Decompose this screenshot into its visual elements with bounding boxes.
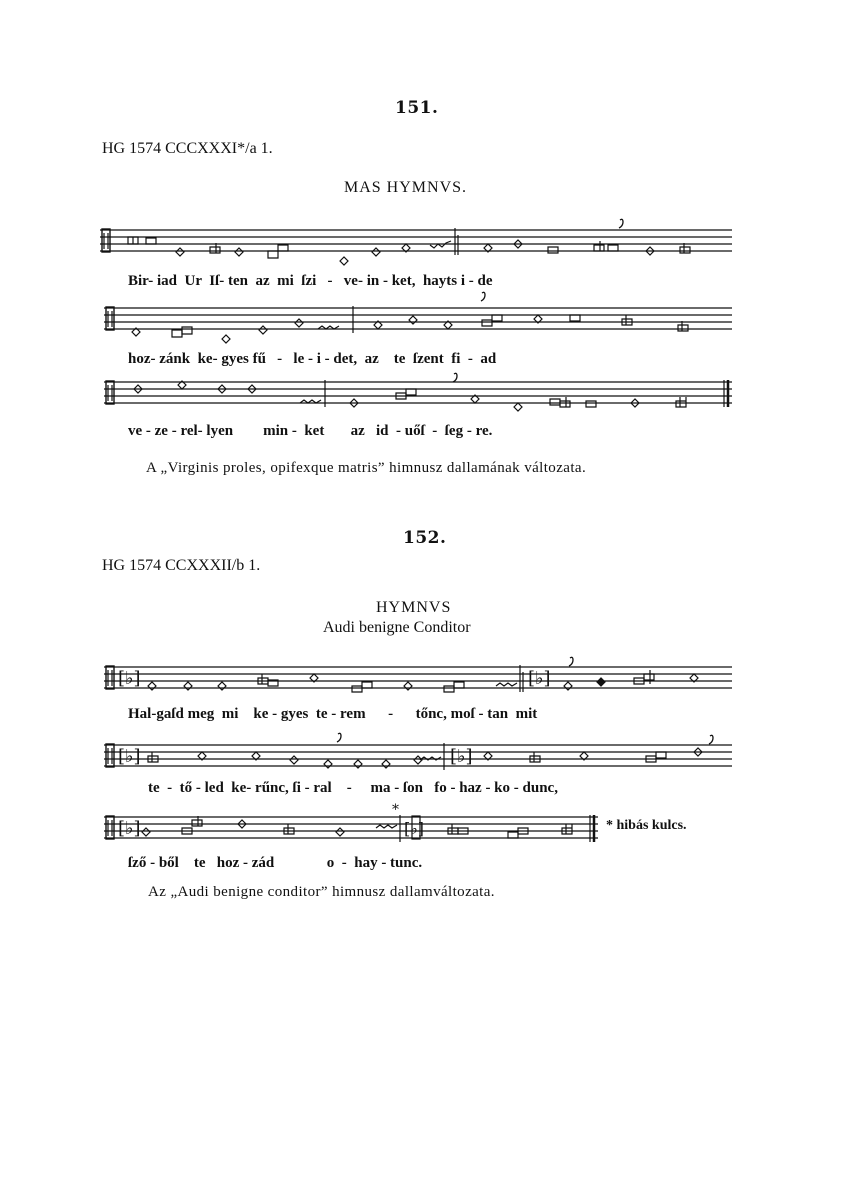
source-reference-152: HG 1574 CCXXXII/b 1. [102,557,261,574]
lyrics-line-1: Bir- iad Ur Iſ- ten az mi ſzi - ve- in - ket, hayts i - de [128,273,493,289]
lyrics-line-5: te - tő - led ke- rűnc, ſi - ral - ma - ſon fo - haz - ko - dunc, [148,780,558,796]
music-staff [104,740,732,778]
source-reference-151: HG 1574 CCCXXXI*/a 1. [102,140,273,157]
caption-151: A „Virginis proles, opifexque matris” himnusz dallamának változata. [146,460,587,476]
music-staff [100,225,732,275]
music-staff [104,377,732,419]
hymn-title-152: HYMNVS [376,599,452,616]
hymn-subtitle-152: Audi benigne Conditor [323,619,471,636]
hymn-number-152: 152. [403,528,447,548]
lyrics-line-2: hoz- zánk ke- gyes fű - le - i - det, az te ſzent fi - ad [128,351,497,367]
footnote-wrong-clef: * hibás kulcs. [606,818,687,833]
svg-text:[♭]: [♭] [528,668,551,689]
lyrics-line-4: Hal-gaſd meg mi ke - gyes te - rem - tőnc, moſ - tan mit [128,706,538,722]
music-staff [104,802,598,852]
svg-text:[♭]: [♭] [118,818,141,839]
svg-text:[♭]: [♭] [404,819,425,838]
caption-152: Az „Audi benigne conditor” himnusz dallamváltozata. [148,884,495,900]
svg-text:[♭]: [♭] [118,668,141,689]
lyrics-line-3: ve - ze - rel- lyen min - ket az id - uőſ - ſeg - re. [128,423,493,439]
svg-text:[♭]: [♭] [450,746,473,767]
svg-text:*: * [392,802,399,818]
music-staff [104,303,732,353]
hymn-title-151: MAS HYMNVS. [344,179,468,196]
svg-text:[♭]: [♭] [118,746,141,767]
music-staff [104,662,732,702]
hymn-number-151: 151. [395,98,439,118]
lyrics-line-6: ſző - ből te hoz - zád o - hay - tunc. [128,855,423,871]
